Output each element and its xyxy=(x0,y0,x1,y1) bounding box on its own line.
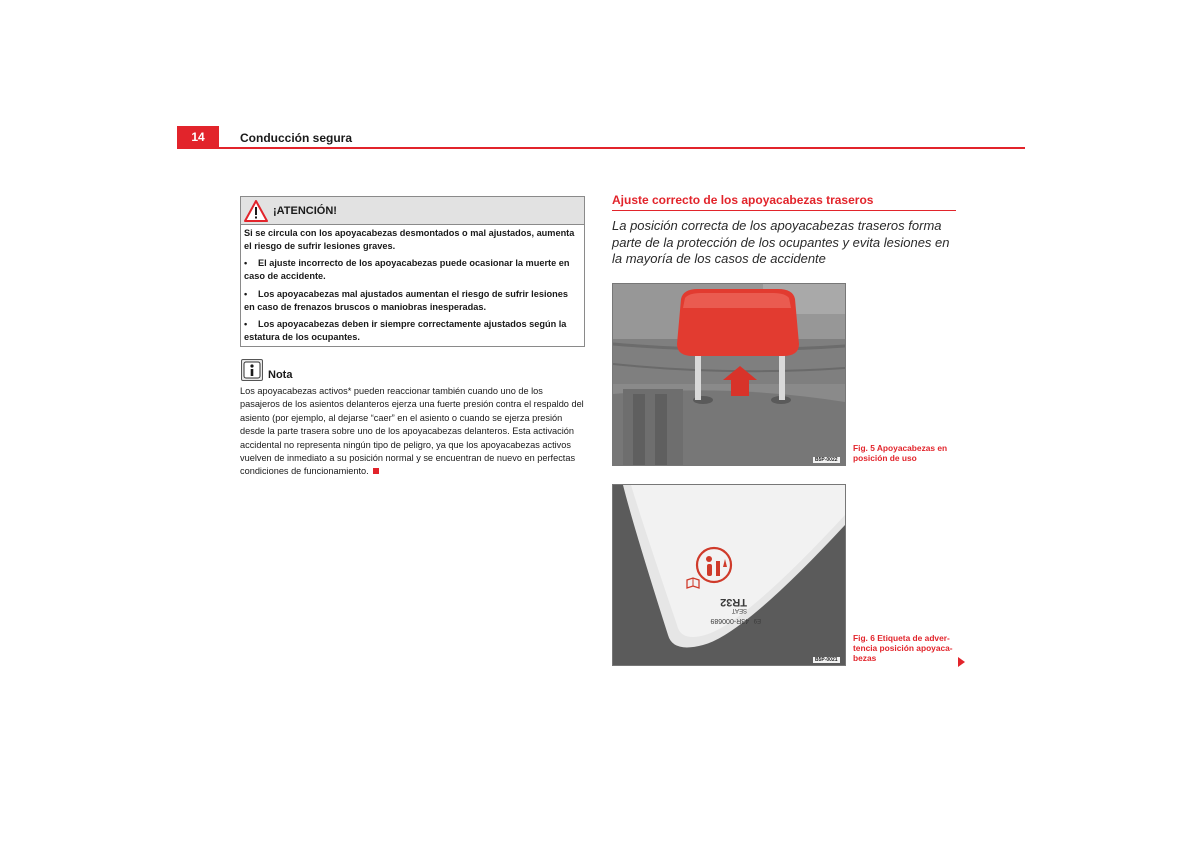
caption-line: Fig. 6 Etiqueta de adver- xyxy=(853,633,950,643)
caption-line: Fig. 5 Apoyacabezas en xyxy=(853,443,948,453)
warning-intro: Si se circula con los apoyacabezas desmontados o mal ajustados, aumenta el riesgo de sufrir lesiones graves. xyxy=(244,228,575,251)
figure-code: B5P-0021 xyxy=(815,657,838,663)
warning-bullet-text: El ajuste incorrecto de los apoyacabezas puede ocasionar la muerte en caso de accidente. xyxy=(244,258,570,281)
warning-bullet xyxy=(244,257,580,283)
section-divider xyxy=(612,210,956,211)
figure-warning-label-illustration xyxy=(612,484,846,666)
label-code-text: 43R-000689 xyxy=(710,617,749,624)
caption-line: bezas xyxy=(853,653,877,663)
figure-caption xyxy=(853,633,963,663)
note-title: Nota xyxy=(268,369,293,381)
caption-line: tencia posición apoyaca- xyxy=(853,643,953,653)
next-page-arrow-icon[interactable] xyxy=(958,657,965,667)
warning-bullet xyxy=(244,318,580,344)
warning-title: ¡ATENCIÓN! xyxy=(273,205,337,217)
header-divider xyxy=(177,147,1025,149)
bullet-icon: • xyxy=(244,258,248,268)
chapter-title: Conducción segura xyxy=(240,131,353,145)
figure-headrest-illustration xyxy=(612,283,846,466)
warning-bullet xyxy=(244,288,580,314)
warning-bullet-text: Los apoyacabezas mal ajustados aumentan el riesgo de sufrir lesiones en caso de frenazos bruscos o maniobras inesperadas. xyxy=(244,289,568,312)
page-number: 14 xyxy=(191,130,205,144)
bullet-icon: • xyxy=(244,319,248,329)
section-title: Ajuste correcto de los apoyacabezas traseros xyxy=(612,193,874,207)
note-text: Los apoyacabezas activos* pueden reaccionar también cuando uno de los pasajeros de los asientos delanteros ejerza una fuerte presión contra el respaldo del asiento (por ejemplo, al dejarse “caer” en el asiento o cuando se ejerza presión desde la parte trasera sobre uno de los apoyacabezas delanteros. Esta activación accidental no representa ningún tipo de peligro, ya que los apoyacabezas activos vuelven de inmediato a su posición normal y se encuentran de nuevo en perfectas condiciones de funcionamiento. xyxy=(240,386,584,477)
caption-line: posición de uso xyxy=(853,453,917,463)
bullet-icon: • xyxy=(244,289,248,299)
info-icon xyxy=(241,359,263,381)
figure-code: B5P-0022 xyxy=(815,457,838,463)
label-brand-text: TR32 xyxy=(720,596,747,608)
warning-bullet-text: Los apoyacabezas deben ir siempre correctamente ajustados según la estatura de los ocupantes. xyxy=(244,319,567,342)
figure-caption xyxy=(853,443,963,463)
section-end-marker xyxy=(373,468,379,474)
section-intro: La posición correcta de los apoyacabezas traseros forma parte de la protección de los ocupantes y evita lesiones en la mayoría de los casos de accidente xyxy=(612,218,950,266)
warning-triangle-icon xyxy=(244,200,268,222)
note-body xyxy=(240,385,584,479)
label-text: SEAT xyxy=(731,607,747,613)
label-mark-text: E9 xyxy=(753,617,761,623)
